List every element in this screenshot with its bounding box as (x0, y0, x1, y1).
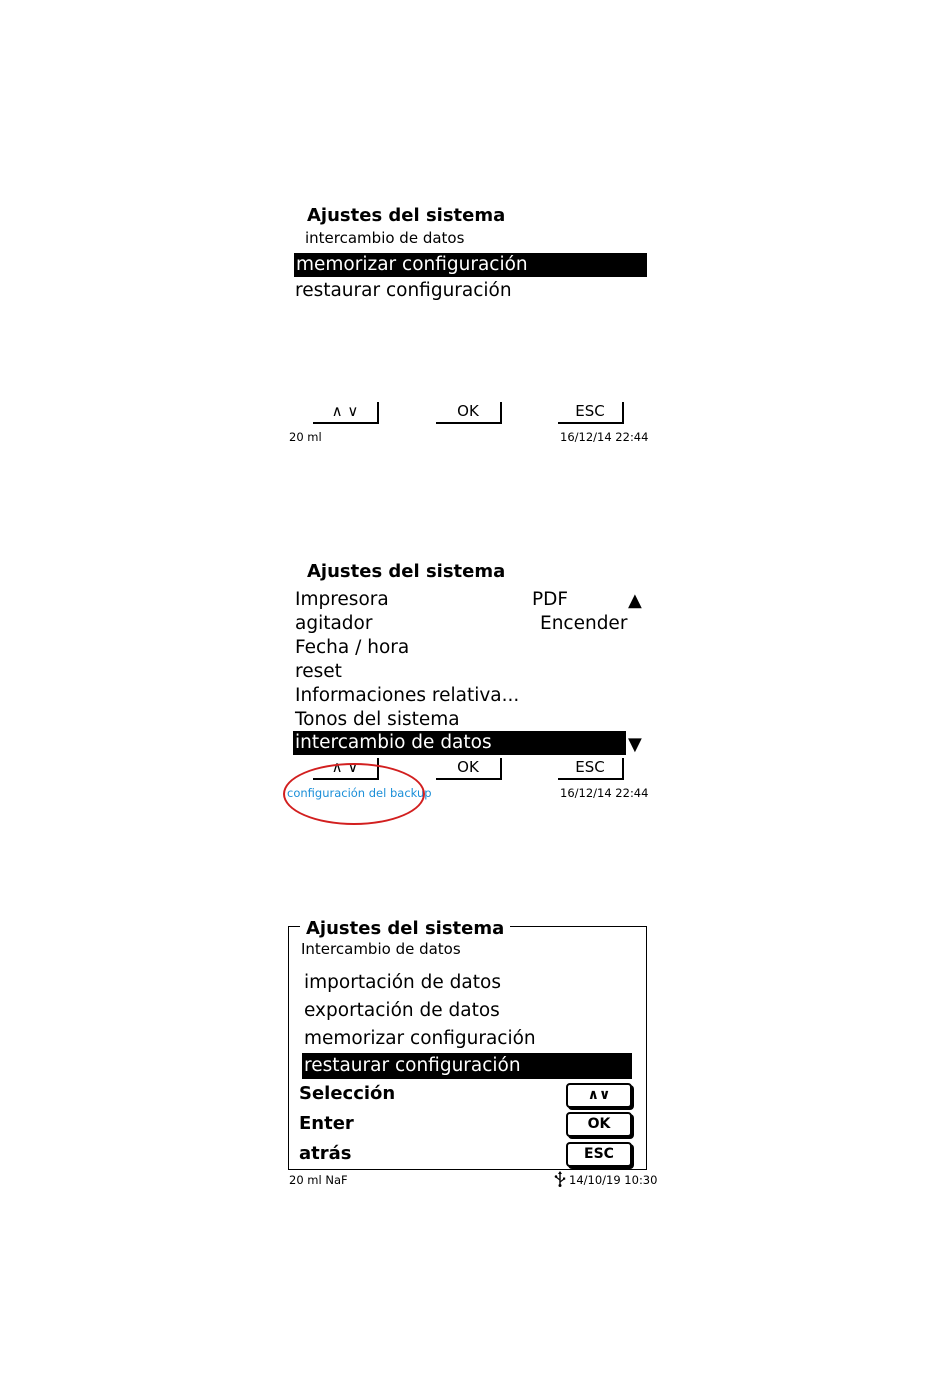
up-down-softkey[interactable]: ∧ ∨ (313, 758, 379, 780)
menu-item-reset[interactable]: reset (295, 661, 342, 682)
datetime-status: 16/12/14 22:44 (560, 786, 649, 800)
menu-item-importacion[interactable]: importación de datos (304, 972, 501, 993)
backup-hint-status: configuración del backup (287, 786, 432, 800)
screen-subtitle: intercambio de datos (305, 229, 465, 247)
menu-item-memorizar[interactable]: memorizar configuración (304, 1028, 536, 1049)
esc-softkey[interactable]: ESC (558, 402, 624, 424)
action-enter-label: Enter (299, 1113, 354, 1134)
scroll-up-icon[interactable]: ▲ (628, 590, 642, 611)
menu-item-agitador[interactable]: agitador (295, 613, 373, 634)
highlight-circle (283, 763, 425, 825)
up-down-softkey[interactable]: ∧ ∨ (313, 402, 379, 424)
esc-softkey[interactable]: ESC (558, 758, 624, 780)
menu-item-exportacion[interactable]: exportación de datos (304, 1000, 500, 1021)
menu-item-informaciones[interactable]: Informaciones relativa... (295, 685, 520, 706)
ok-key[interactable]: OK (566, 1112, 632, 1137)
menu-item-restaurar[interactable]: restaurar configuración (295, 280, 512, 301)
screen-title: Ajustes del sistema (307, 561, 506, 582)
menu-item-restaurar[interactable]: restaurar configuración (302, 1053, 632, 1079)
datetime-status: 16/12/14 22:44 (560, 430, 649, 444)
datetime-status: 14/10/19 10:30 (569, 1173, 658, 1187)
menu-item-fecha-hora[interactable]: Fecha / hora (295, 637, 410, 658)
usb-icon (554, 1171, 566, 1187)
screen-title: Ajustes del sistema (300, 918, 510, 939)
scroll-down-icon[interactable]: ▼ (628, 734, 642, 755)
ok-softkey[interactable]: OK (436, 402, 502, 424)
screen-title: Ajustes del sistema (307, 205, 506, 226)
ok-softkey[interactable]: OK (436, 758, 502, 780)
volume-status: 20 ml (289, 430, 322, 444)
impresora-value: PDF (532, 589, 569, 610)
action-atras-label: atrás (299, 1143, 352, 1164)
selection-key[interactable]: ∧∨ (566, 1083, 632, 1108)
menu-item-impresora[interactable]: Impresora (295, 589, 389, 610)
esc-key[interactable]: ESC (566, 1142, 632, 1167)
agitador-value: Encender (540, 613, 628, 634)
menu-item-memorizar[interactable]: memorizar configuración (294, 253, 647, 277)
volume-status: 20 ml NaF (289, 1173, 348, 1187)
menu-item-tonos[interactable]: Tonos del sistema (295, 709, 460, 730)
action-seleccion-label: Selección (299, 1083, 396, 1104)
menu-item-intercambio[interactable]: intercambio de datos (293, 731, 626, 755)
screen-subtitle: Intercambio de datos (301, 940, 461, 958)
